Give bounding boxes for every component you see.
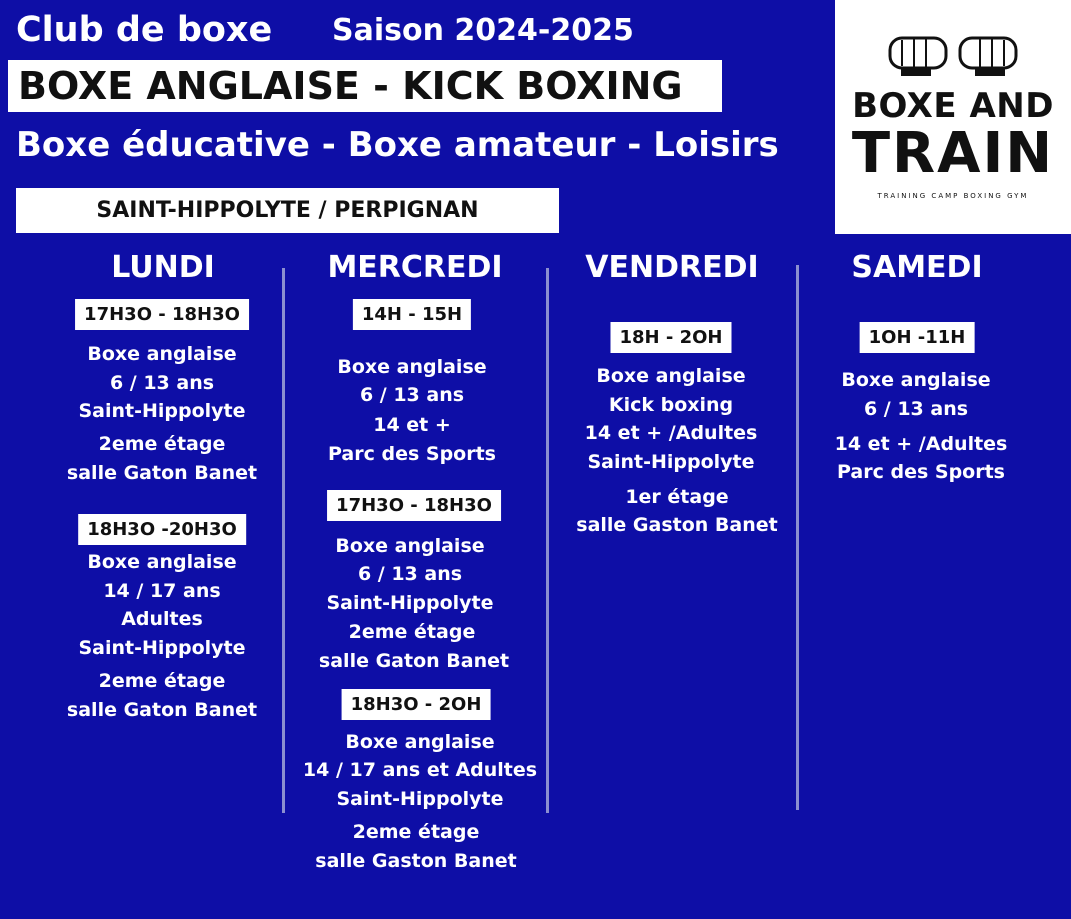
time-badge: 14H - 15H: [353, 299, 471, 330]
session-line: 2eme étage: [98, 433, 226, 455]
boxing-gloves-icon: [835, 34, 1071, 78]
club-logo: [835, 0, 1071, 234]
session-line: 2eme étage: [352, 821, 480, 843]
session-line: 14 / 17 ans: [103, 580, 221, 602]
club-label: Club de boxe: [16, 10, 273, 50]
time-badge: 18H3O - 2OH: [342, 689, 491, 720]
session-line: Saint-Hippolyte: [78, 400, 246, 422]
session-line: salle Gaston Banet: [315, 850, 517, 872]
session-line: 6 / 13 ans: [359, 384, 465, 406]
season-label: Saison 2024-2025: [332, 13, 634, 48]
time-badge: 17H3O - 18H3O: [327, 490, 501, 521]
logo-line-2: TRAIN: [851, 121, 1055, 186]
session-line: 6 / 13 ans: [863, 398, 969, 420]
page-title: BOXE ANGLAISE - KICK BOXING: [8, 60, 722, 112]
session-line: Boxe anglaise: [337, 356, 487, 378]
session-line: Boxe anglaise: [335, 535, 485, 557]
time-badge: 17H3O - 18H3O: [75, 299, 249, 330]
session-line: 14 et + /Adultes: [834, 433, 1008, 455]
time-badge: 18H3O -20H3O: [78, 514, 246, 545]
session-line: 14 et + /Adultes: [584, 422, 758, 444]
day-heading-mercredi: MERCREDI: [327, 250, 503, 285]
session-line: Boxe anglaise: [345, 731, 495, 753]
day-heading-vendredi: VENDREDI: [585, 250, 759, 285]
logo-line-1: BOXE AND: [852, 86, 1054, 126]
session-line: Saint-Hippolyte: [587, 451, 755, 473]
session-line: Kick boxing: [608, 394, 734, 416]
session-line: Boxe anglaise: [841, 369, 991, 391]
time-badge: 1OH -11H: [860, 322, 975, 353]
page-subtitle: Boxe éducative - Boxe amateur - Loisirs: [16, 125, 779, 165]
session-line: salle Gaton Banet: [318, 650, 510, 672]
session-line: Saint-Hippolyte: [78, 637, 246, 659]
session-line: 14 / 17 ans et Adultes: [302, 759, 538, 781]
session-line: Parc des Sports: [837, 461, 1005, 483]
session-line: Boxe anglaise: [87, 551, 237, 573]
session-line: Adultes: [121, 608, 203, 630]
session-line: Parc des Sports: [328, 443, 496, 465]
session-line: salle Gaton Banet: [66, 462, 258, 484]
time-badge: 18H - 2OH: [610, 322, 731, 353]
location-banner: SAINT-HIPPOLYTE / PERPIGNAN: [16, 188, 559, 233]
column-divider: [282, 268, 285, 813]
session-line: 2eme étage: [348, 621, 476, 643]
logo-tagline: TRAINING CAMP BOXING GYM: [877, 192, 1029, 200]
session-line: Saint-Hippolyte: [326, 592, 494, 614]
session-line: 14 et +: [373, 414, 451, 436]
session-line: 6 / 13 ans: [109, 372, 215, 394]
column-divider: [546, 268, 549, 813]
session-line: salle Gaton Banet: [66, 699, 258, 721]
column-divider: [796, 265, 799, 810]
session-line: 1er étage: [625, 486, 729, 508]
session-line: Boxe anglaise: [596, 365, 746, 387]
session-line: Boxe anglaise: [87, 343, 237, 365]
session-line: salle Gaston Banet: [576, 514, 778, 536]
session-line: Saint-Hippolyte: [336, 788, 504, 810]
day-heading-samedi: SAMEDI: [851, 250, 983, 285]
session-line: 2eme étage: [98, 670, 226, 692]
day-heading-lundi: LUNDI: [111, 250, 215, 285]
session-line: 6 / 13 ans: [357, 563, 463, 585]
